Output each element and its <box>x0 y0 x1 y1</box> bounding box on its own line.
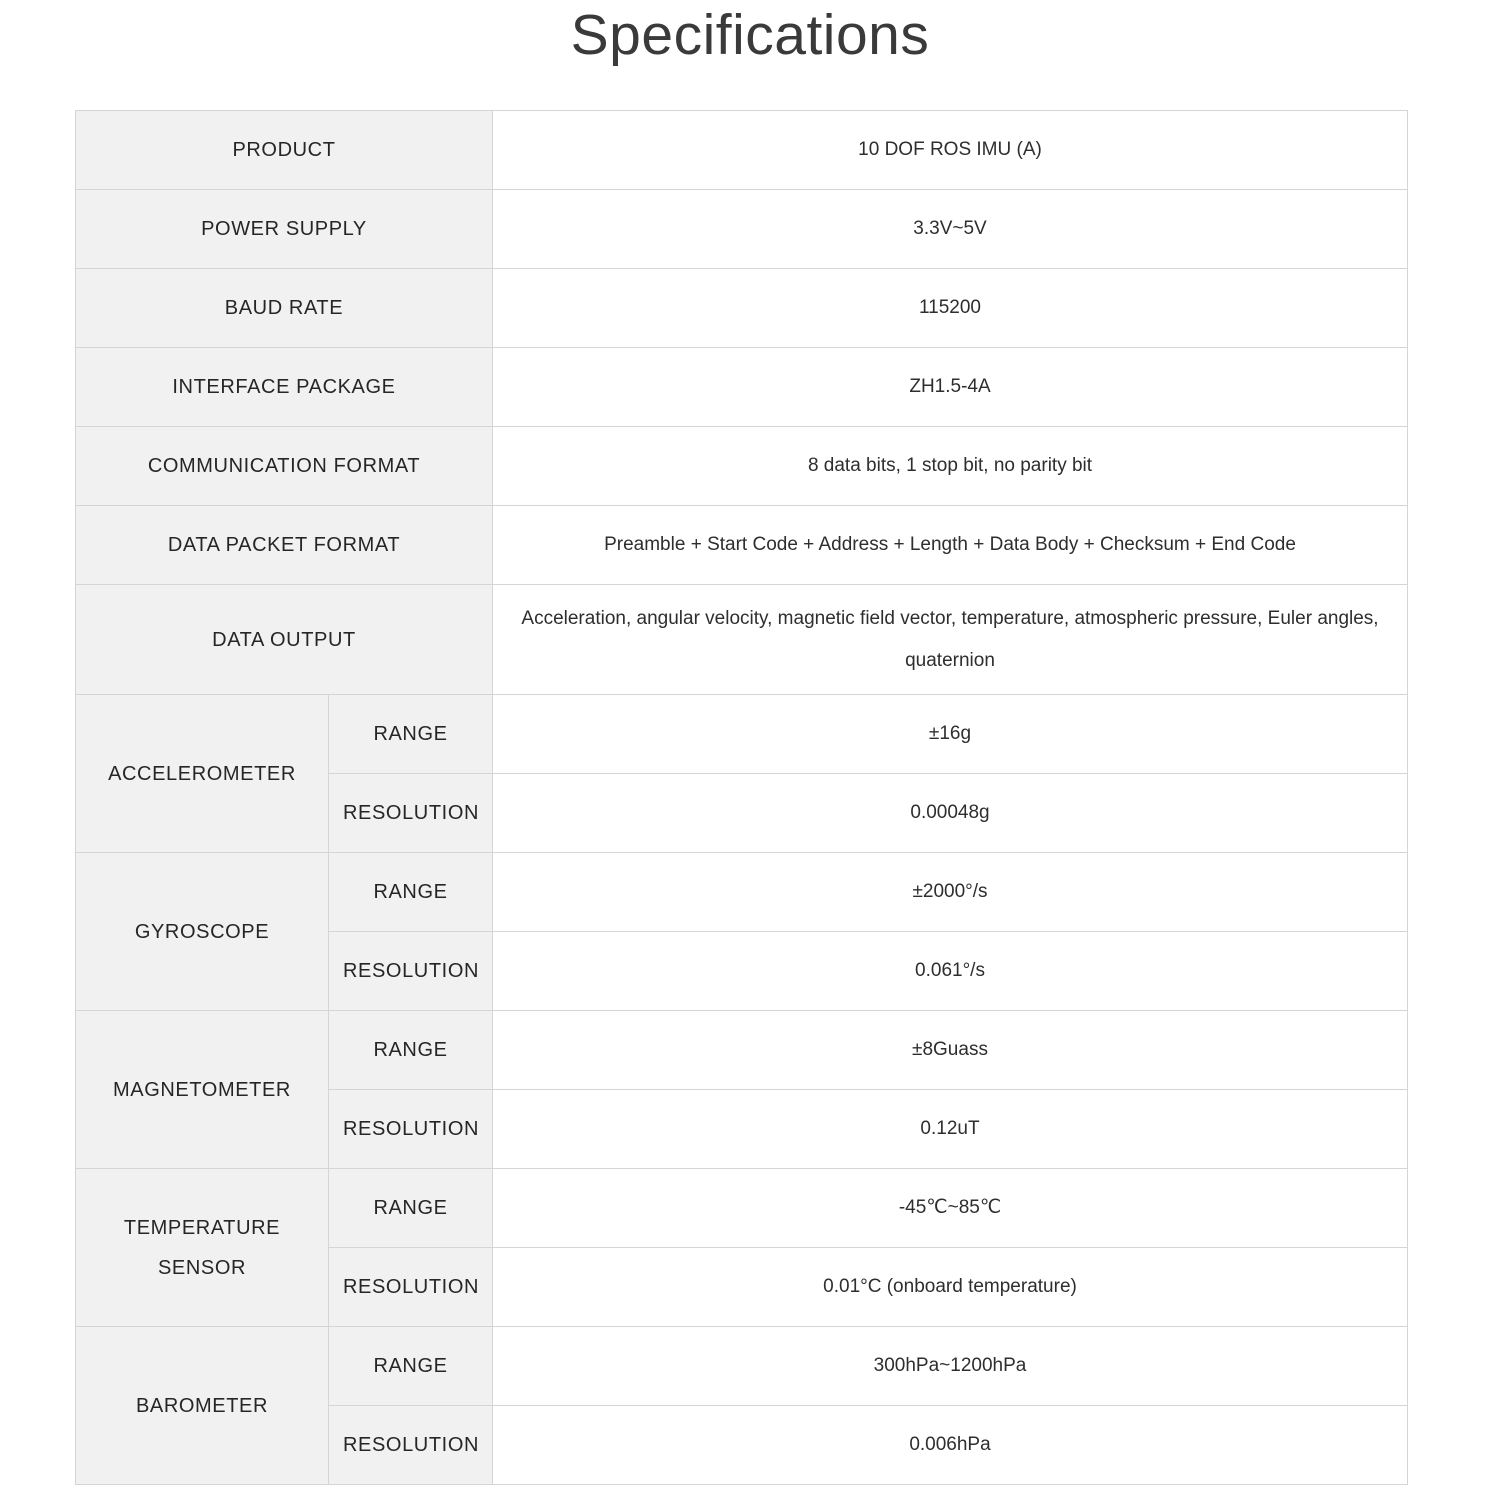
spec-value-interface-package: ZH1.5-4A <box>493 348 1408 427</box>
sub-label-resolution: RESOLUTION <box>329 1090 493 1169</box>
sensor-row-temperature-range <box>76 1169 1408 1248</box>
sensor-name-accelerometer: ACCELEROMETER <box>76 695 329 853</box>
sensor-name-temperature-sensor: TEMPERATURE SENSOR <box>76 1169 329 1327</box>
sensor-row-gyroscope-range <box>76 853 1408 932</box>
barometer-resolution-value: 0.006hPa <box>493 1406 1408 1485</box>
spec-label-communication-format: COMMUNICATION FORMAT <box>76 427 493 506</box>
accelerometer-resolution-value: 0.00048g <box>493 774 1408 853</box>
sensor-name-gyroscope: GYROSCOPE <box>76 853 329 1011</box>
spec-row-baud-rate <box>76 269 1408 348</box>
spec-label-power-supply: POWER SUPPLY <box>76 190 493 269</box>
sub-label-range: RANGE <box>329 1327 493 1406</box>
accelerometer-range-value: ±16g <box>493 695 1408 774</box>
sub-label-range: RANGE <box>329 1011 493 1090</box>
spec-label-baud-rate: BAUD RATE <box>76 269 493 348</box>
spec-label-product: PRODUCT <box>76 111 493 190</box>
spec-value-data-output: Acceleration, angular velocity, magnetic field vector, temperature, atmospheric pressure, Euler angles, quaternion <box>493 585 1408 695</box>
magnetometer-resolution-value: 0.12uT <box>493 1090 1408 1169</box>
spec-label-data-packet-format: DATA PACKET FORMAT <box>76 506 493 585</box>
sensor-name-barometer: BAROMETER <box>76 1327 329 1485</box>
temperature-range-value: -45℃~85℃ <box>493 1169 1408 1248</box>
sub-label-resolution: RESOLUTION <box>329 1406 493 1485</box>
spec-row-product <box>76 111 1408 190</box>
spec-label-data-output: DATA OUTPUT <box>76 585 493 695</box>
specifications-table <box>75 110 1408 1485</box>
sensor-name-magnetometer: MAGNETOMETER <box>76 1011 329 1169</box>
sub-label-range: RANGE <box>329 1169 493 1248</box>
temperature-resolution-value: 0.01°C (onboard temperature) <box>493 1248 1408 1327</box>
spec-value-data-packet-format: Preamble + Start Code + Address + Length + Data Body + Checksum + End Code <box>493 506 1408 585</box>
spec-row-data-output <box>76 585 1408 695</box>
sub-label-range: RANGE <box>329 695 493 774</box>
spec-value-power-supply: 3.3V~5V <box>493 190 1408 269</box>
spec-row-communication-format <box>76 427 1408 506</box>
sensor-row-barometer-range <box>76 1327 1408 1406</box>
gyroscope-resolution-value: 0.061°/s <box>493 932 1408 1011</box>
spec-row-data-packet-format <box>76 506 1408 585</box>
spec-label-interface-package: INTERFACE PACKAGE <box>76 348 493 427</box>
sub-label-resolution: RESOLUTION <box>329 774 493 853</box>
spec-row-power-supply <box>76 190 1408 269</box>
spec-value-communication-format: 8 data bits, 1 stop bit, no parity bit <box>493 427 1408 506</box>
gyroscope-range-value: ±2000°/s <box>493 853 1408 932</box>
sub-label-resolution: RESOLUTION <box>329 932 493 1011</box>
sub-label-range: RANGE <box>329 853 493 932</box>
spec-value-product: 10 DOF ROS IMU (A) <box>493 111 1408 190</box>
page-title: Specifications <box>570 3 930 67</box>
sensor-row-magnetometer-range <box>76 1011 1408 1090</box>
spec-value-baud-rate: 115200 <box>493 269 1408 348</box>
sensor-row-accelerometer-range <box>76 695 1408 774</box>
sub-label-resolution: RESOLUTION <box>329 1248 493 1327</box>
magnetometer-range-value: ±8Guass <box>493 1011 1408 1090</box>
barometer-range-value: 300hPa~1200hPa <box>493 1327 1408 1406</box>
spec-row-interface-package <box>76 348 1408 427</box>
